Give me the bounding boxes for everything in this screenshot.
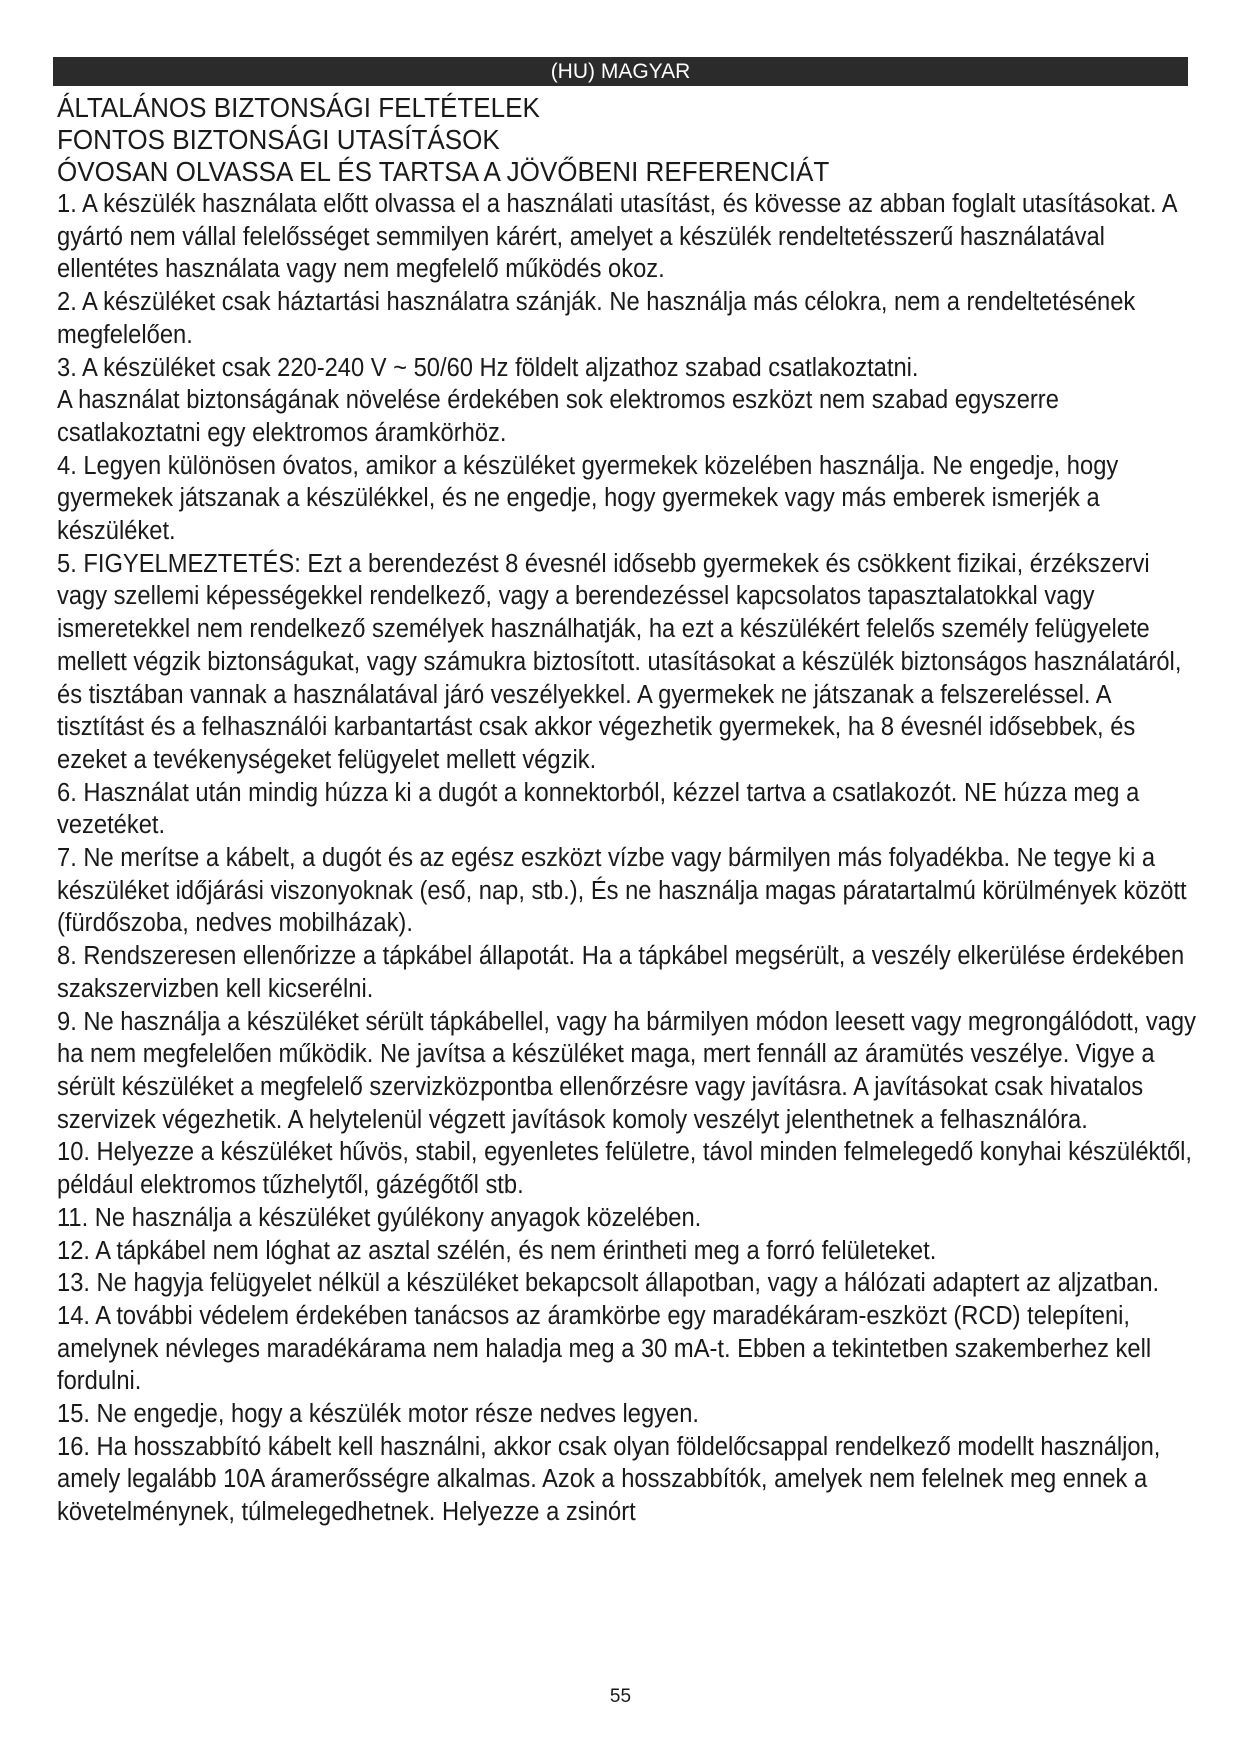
instruction-item-4: 4. Legyen különösen óvatos, amikor a készüléket gyermekek közelében használja. Ne engedje, hogy gyermekek játszanak a készülékkel, és ne engedje, hogy gyermekek vagy más emberek ismerjék a készüléket. (57, 451, 1119, 546)
instruction-item-13: 13. Ne hagyja felügyelet nélkül a készüléket bekapcsolt állapotban, vagy a hálózati adaptert az aljzatban. (57, 1269, 1160, 1298)
safety-instructions-body (57, 92, 1197, 1529)
language-header-bar (53, 57, 1188, 86)
language-label: (HU) MAGYAR (550, 60, 691, 83)
instruction-item-5: 5. FIGYELMEZTETÉS: Ezt a berendezést 8 évesnél idősebb gyermekek és csökkent fizikai, érzékszervi vagy szellemi képességekkel rendelkező, vagy a berendezéssel kapcsolatos tapasztalatokkal vagy ismeretekkel nem rendelkező személyek használhatják, ha ezt a készülékért felelős személy felügyelete mellett végzik biztonságukat, vagy számukra biztosított. utasításokat a készülék biztonságos használatáról, és tisztában vannak a használatával járó veszélyekkel. A gyermekek ne játszanak a felszereléssel. A tisztítást és a felhasználói karbantartást csak akkor végezhetik gyermekek, ha 8 évesnél idősebbek, és ezeket a tevékenységeket felügyelet mellett végzik. (57, 549, 1182, 774)
instruction-item-14: 14. A további védelem érdekében tanácsos az áramkörbe egy maradékáram-eszközt (RCD) telepíteni, amelynek névleges maradékárama nem haladja meg a 30 mA-t. Ebben a tekintetben szakemberhez kell fordulni. (57, 1301, 1152, 1396)
instruction-item-11: 11. Ne használja a készüléket gyúlékony anyagok közelében. (57, 1203, 702, 1232)
instruction-item-9: 9. Ne használja a készüléket sérült tápkábellel, vagy ha bármilyen módon leesett vagy megrongálódott, vagy ha nem megfelelően működik. Ne javítsa a készüléket maga, mert fennáll az áramütés veszélye. Vigye a sérült készüléket a megfelelő szervizközpontba ellenőrzésre vagy javításra. A javításokat csak hivatalos szervizek végezhetik. A helytelenül végzett javítások komoly veszélyt jelenthetnek a felhasználóra. (57, 1007, 1196, 1134)
instruction-item-1: 1. A készülék használata előtt olvassa el a használati utasítást, és kövesse az abban foglalt utasításokat. A gyártó nem vállal felelősséget semmilyen kárért, amelyet a készülék rendeltetésszerű használatával ellentétes használata vagy nem megfelelő működés okoz. (57, 190, 1177, 284)
instruction-item-6: 6. Használat után mindig húzza ki a dugót a konnektorból, kézzel tartva a csatlakozót. NE húzza meg a vezetéket. (57, 778, 1140, 840)
heading-read-carefully: ÓVOSAN OLVASSA EL ÉS TARTSA A JÖVŐBENI REFERENCIÁT (57, 156, 830, 187)
instruction-item-7: 7. Ne merítse a kábelt, a dugót és az egész eszközt vízbe vagy bármilyen más folyadékba. Ne tegye ki a készüléket időjárási viszonyoknak (eső, nap, stb.), És ne használja magas páratartalmú körülmények között (fürdőszoba, nedves mobilházak). (57, 844, 1187, 938)
instruction-item-2: 2. A készüléket csak háztartási használatra szánják. Ne használja más célokra, nem a rendeltetésének megfelelően. (57, 288, 1136, 349)
page-number: 55 (609, 1686, 632, 1707)
instruction-item-8: 8. Rendszeresen ellenőrizze a tápkábel állapotát. Ha a tápkábel megsérült, a veszély elkerülése érdekében szakszervizben kell kicserélni. (57, 942, 1185, 1003)
instruction-item-3: 3. A készüléket csak 220-240 V ~ 50/60 Hz földelt aljzathoz szabad csatlakoztatni. (57, 353, 919, 382)
instruction-item-12: 12. A tápkábel nem lóghat az asztal szélén, és nem érintheti meg a forró felületeket. (57, 1236, 937, 1265)
instruction-item-16: 16. Ha hosszabbító kábelt kell használni, akkor csak olyan földelőcsappal rendelkező modellt használjon, amely legalább 10A áramerősségre alkalmas. Azok a hosszabbítók, amelyek nem felelnek meg ennek a követelménynek, túlmelegedhetnek. Helyezze a zsinórt (57, 1432, 1161, 1527)
instruction-item-10: 10. Helyezze a készüléket hűvös, stabil, egyenletes felületre, távol minden felmelegedő konyhai készüléktől, például elektromos tűzhelytől, gázégőtől stb. (57, 1138, 1193, 1200)
heading-important-instructions: FONTOS BIZTONSÁGI UTASÍTÁSOK (57, 124, 500, 155)
heading-general-safety: ÁLTALÁNOS BIZTONSÁGI FELTÉTELEK (57, 92, 540, 123)
instruction-item-3-note: A használat biztonságának növelése érdekében sok elektromos eszközt nem szabad egyszerre csatlakoztatni egy elektromos áramkörhöz. (57, 386, 1059, 447)
instruction-item-15: 15. Ne engedje, hogy a készülék motor része nedves legyen. (57, 1400, 700, 1429)
